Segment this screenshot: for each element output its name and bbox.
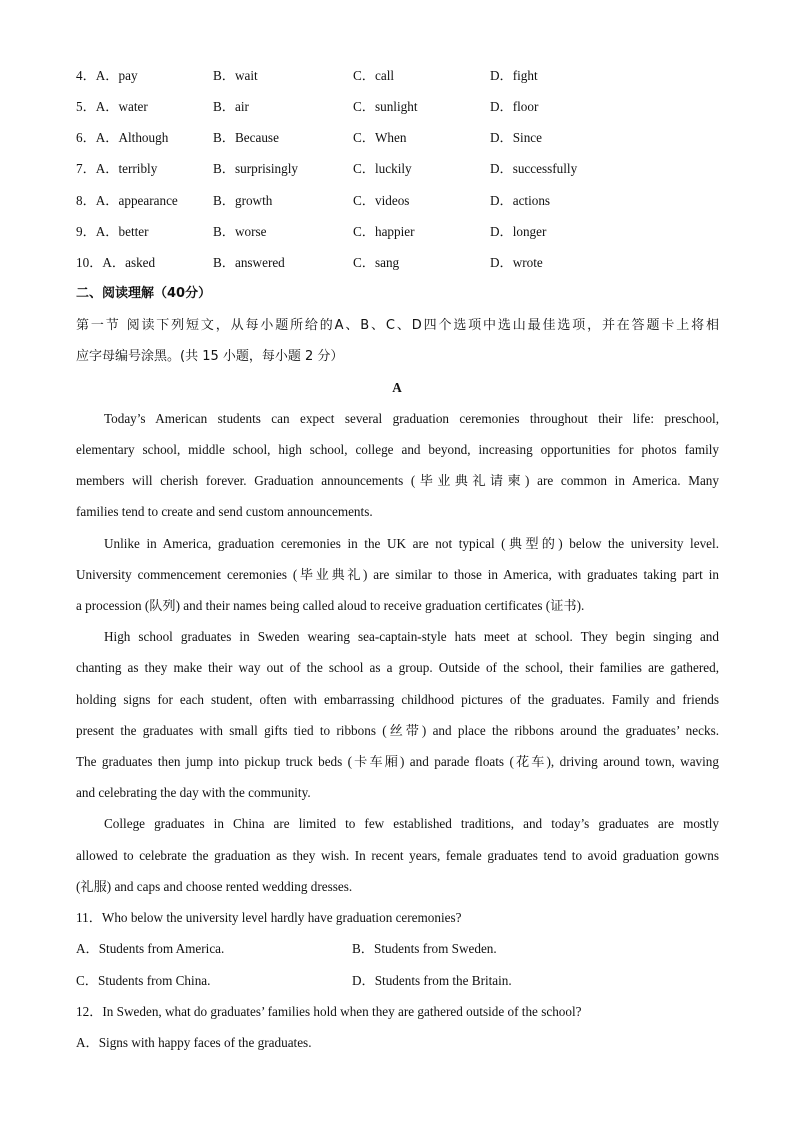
passage-line: holding signs for each student, often with embarrassing childhood pictures of the graduates. Family and friends — [76, 692, 719, 707]
passage-line: and celebrating the day with the community. — [76, 785, 311, 800]
option-c: C．When — [353, 130, 407, 145]
option-d: D．longer — [490, 224, 547, 239]
option-b: B．surprisingly — [213, 161, 298, 176]
option-a: 10．A．asked — [76, 255, 156, 270]
option-row-5 — [76, 97, 726, 117]
section-instruction-line-2: 应字母编号涂黑。(共 15 小题，每小题 2 分） — [76, 349, 344, 364]
option-d: D．wrote — [490, 255, 543, 270]
question-11-option-c[interactable]: C．Students from China. — [76, 973, 211, 988]
passage-line: High school graduates in Sweden wearing sea-captain-style hats meet at school. They begin singing and — [104, 629, 719, 644]
passage-line: Unlike in America, graduation ceremonies in the UK are not typical (典型的) below the university level. — [104, 536, 719, 551]
option-d: D．floor — [490, 99, 539, 114]
question-11-option-d[interactable]: D．Students from the Britain. — [352, 973, 512, 988]
option-d: D．fight — [490, 68, 538, 83]
option-a: 9．A．better — [76, 224, 149, 239]
passage-line: present the graduates with small gifts tied to ribbons (丝带) and place the ribbons around the graduates’ necks. — [76, 723, 719, 738]
option-a: 8．A．appearance — [76, 193, 178, 208]
option-row-8 — [76, 191, 726, 211]
passage-line: University commencement ceremonies (毕业典礼) are similar to those in America, with graduates taking part in — [76, 567, 719, 582]
option-b: B．air — [213, 99, 249, 114]
passage-line: (礼服) and caps and choose rented wedding dresses. — [76, 879, 353, 894]
option-a: 4．A．pay — [76, 68, 138, 83]
option-row-6 — [76, 128, 726, 148]
passage-line: The graduates then jump into pickup truck beds (卡车厢) and parade floats (花车), driving around town, waving — [76, 754, 719, 769]
option-row-4 — [76, 66, 726, 86]
option-c: C．sang — [353, 255, 400, 270]
option-b: B．growth — [213, 193, 273, 208]
option-a: 6．A．Although — [76, 130, 169, 145]
section-heading: 二、阅读理解（40分） — [76, 286, 212, 301]
option-c: C．luckily — [353, 161, 412, 176]
option-a: 7．A．terribly — [76, 161, 158, 176]
passage-line: chanting as they make their way out of the school as a group. Outside of the school, their families are gathered, — [76, 660, 719, 675]
option-row-7 — [76, 159, 726, 179]
passage-line: a procession (队列) and their names being called aloud to receive graduation certificates (证书). — [76, 598, 585, 613]
option-row-9 — [76, 222, 726, 242]
question-12-option-a[interactable]: A．Signs with happy faces of the graduates. — [76, 1035, 312, 1050]
option-d: D．Since — [490, 130, 543, 145]
passage-line: families tend to create and send custom announcements. — [76, 504, 373, 519]
option-row-10 — [76, 253, 726, 273]
question-11-option-a[interactable]: A．Students from America. — [76, 941, 225, 956]
option-c: C．sunlight — [353, 99, 418, 114]
option-d: D．actions — [490, 193, 551, 208]
passage-line: elementary school, middle school, high school, college and beyond, increasing opportunities for photos family — [76, 442, 719, 457]
question-11-stem: 11．Who below the university level hardly have graduation ceremonies? — [76, 910, 462, 925]
question-11-options-row-1 — [76, 939, 719, 959]
option-c: C．happier — [353, 224, 415, 239]
option-c: C．call — [353, 68, 395, 83]
passage-line: allowed to celebrate the graduation as they wish. In recent years, female graduates tend to avoid graduation gowns — [76, 848, 719, 863]
section-instruction-line-1: 第一节 阅读下列短文，从每小题所给的A、B、C、D四个选项中选山最佳选项，并在答题卡上将相 — [76, 318, 719, 333]
passage-line: members will cherish forever. Graduation announcements (毕业典礼请柬) are common in America. Many — [76, 473, 719, 488]
question-11-option-b[interactable]: B．Students from Sweden. — [352, 941, 497, 956]
passage-line: Today’s American students can expect several graduation ceremonies throughout their life: preschool, — [104, 411, 719, 426]
question-11-options-row-2 — [76, 971, 719, 991]
option-d: D．successfully — [490, 161, 578, 176]
option-b: B．Because — [213, 130, 279, 145]
question-12-stem: 12．In Sweden, what do graduates’ families hold when they are gathered outside of the school? — [76, 1004, 582, 1019]
passage-title: A — [392, 380, 402, 395]
option-b: B．wait — [213, 68, 258, 83]
option-b: B．answered — [213, 255, 285, 270]
option-b: B．worse — [213, 224, 267, 239]
passage-line: College graduates in China are limited to few established traditions, and today’s graduates are mostly — [104, 816, 719, 831]
option-a: 5．A．water — [76, 99, 148, 114]
option-c: C．videos — [353, 193, 410, 208]
